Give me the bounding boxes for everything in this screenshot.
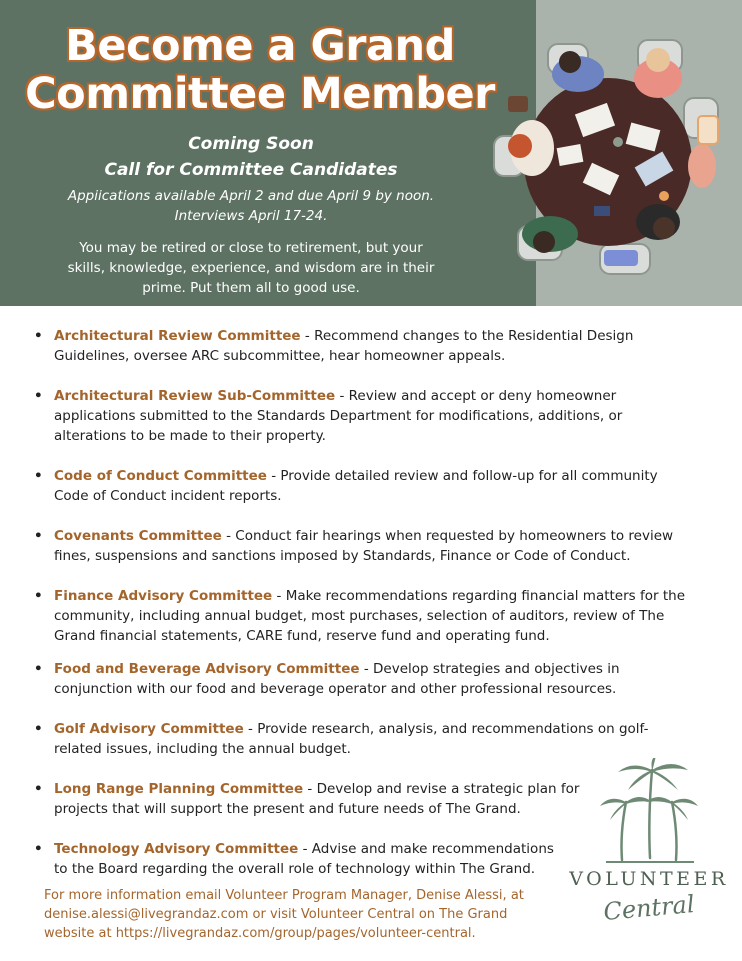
separator: - <box>303 781 317 797</box>
palm-trees-icon <box>566 758 732 868</box>
separator: - <box>335 388 349 404</box>
committee-text <box>54 779 579 819</box>
description-line: Develop strategies and objectives in <box>373 661 620 677</box>
bullet: • <box>34 661 43 677</box>
committee-text <box>54 386 622 446</box>
separator: - <box>221 528 236 544</box>
page-title <box>10 22 510 118</box>
description-line: Make recommendations regarding financial matters for the <box>285 588 685 604</box>
committee-text <box>54 326 633 366</box>
intro-line-2: skills, knowledge, experience, and wisdom are in their <box>67 260 435 276</box>
separator: - <box>359 661 373 677</box>
title-line-2: Committee Member <box>25 69 495 119</box>
committee-name: Code of Conduct Committee <box>54 468 267 484</box>
description-line: to the Board regarding the overall role of technology within The Grand. <box>54 861 536 877</box>
dates-line-2: Interviews April 17-24. <box>174 208 328 224</box>
committee-name: Technology Advisory Committee <box>54 841 299 857</box>
separator: - <box>298 841 312 857</box>
header-banner <box>0 0 742 306</box>
committee-text <box>54 839 554 879</box>
description-line: Review and accept or deny homeowner <box>348 388 617 404</box>
bullet: • <box>34 721 43 737</box>
description-line: Conduct fair hearings when requested by homeowners to review <box>235 528 674 544</box>
description-line: Advise and make recommendations <box>311 841 554 857</box>
footer-line-1: For more information email Volunteer Program Manager, Denise Alessi, at <box>44 888 524 903</box>
application-dates <box>0 186 502 226</box>
logo-word: VOLUNTEER <box>569 868 729 890</box>
description-line: alterations to be made to their property. <box>54 428 326 444</box>
description-line: Recommend changes to the Residential Design <box>314 328 634 344</box>
footer-line-2: denise.alessi@livegrandaz.com or visit Volunteer Central on The Grand <box>44 907 508 922</box>
intro-line-1: You may be retired or close to retirement, but your <box>79 240 423 256</box>
description-line: projects that will support the present and future needs of The Grand. <box>54 801 521 817</box>
separator: - <box>272 588 286 604</box>
footer-line-3: website at https://livegrandaz.com/group/pages/volunteer-central. <box>44 926 476 941</box>
call-for-candidates-heading: Call for Committee Candidates <box>104 160 398 180</box>
committee-name: Golf Advisory Committee <box>54 721 244 737</box>
separator: - <box>266 468 281 484</box>
bullet: • <box>34 468 43 484</box>
meeting-table-illustration <box>488 38 728 278</box>
description-line: applications submitted to the Standards Department for modifications, additions, or <box>54 408 623 424</box>
description-line: Develop and revise a strategic plan for <box>316 781 580 797</box>
committee-text <box>54 526 673 566</box>
description-line: conjunction with our food and beverage operator and other professional resources. <box>54 681 617 697</box>
description-line: community, including annual budget, most purchases, selection of auditors, review of The <box>54 608 665 624</box>
volunteer-central-logo <box>566 758 732 938</box>
bullet: • <box>34 528 43 544</box>
intro-text <box>40 238 462 298</box>
description-line: Code of Conduct incident reports. <box>54 488 282 504</box>
bullet: • <box>34 588 43 604</box>
description-line: fines, suspensions and sanctions imposed by Standards, Finance or Code of Conduct. <box>54 548 631 564</box>
separator: - <box>243 721 258 737</box>
intro-line-3: prime. Put them all to good use. <box>142 280 360 296</box>
dates-line-1: Appiications available April 2 and due April 9 by noon. <box>67 188 435 204</box>
committee-text <box>54 586 685 646</box>
bullet: • <box>34 781 43 797</box>
committee-text <box>54 719 648 759</box>
description-line: Provide detailed review and follow-up for all community <box>280 468 658 484</box>
committee-name: Food and Beverage Advisory Committee <box>54 661 360 677</box>
logo-script: Central <box>602 890 696 926</box>
committee-name: Covenants Committee <box>54 528 222 544</box>
description-line: Guidelines, oversee ARC subcommittee, hear homeowner appeals. <box>54 348 506 364</box>
committee-name: Long Range Planning Committee <box>54 781 304 797</box>
description-line: Grand financial statements, CARE fund, reserve fund and operating fund. <box>54 628 550 644</box>
separator: - <box>300 328 315 344</box>
committee-name: Finance Advisory Committee <box>54 588 273 604</box>
title-line-1: Become a Grand <box>65 21 455 71</box>
committee-text <box>54 659 620 699</box>
description-line: related issues, including the annual budget. <box>54 741 351 757</box>
bullet: • <box>34 841 43 857</box>
contact-info <box>44 886 554 943</box>
bullet: • <box>34 328 43 344</box>
committee-name: Architectural Review Committee <box>54 328 301 344</box>
description-line: Provide research, analysis, and recommendations on golf- <box>257 721 649 737</box>
bullet: • <box>34 388 43 404</box>
committee-text <box>54 466 658 506</box>
committee-name: Architectural Review Sub-Committee <box>54 388 336 404</box>
coming-soon-heading: Coming Soon <box>188 134 314 154</box>
